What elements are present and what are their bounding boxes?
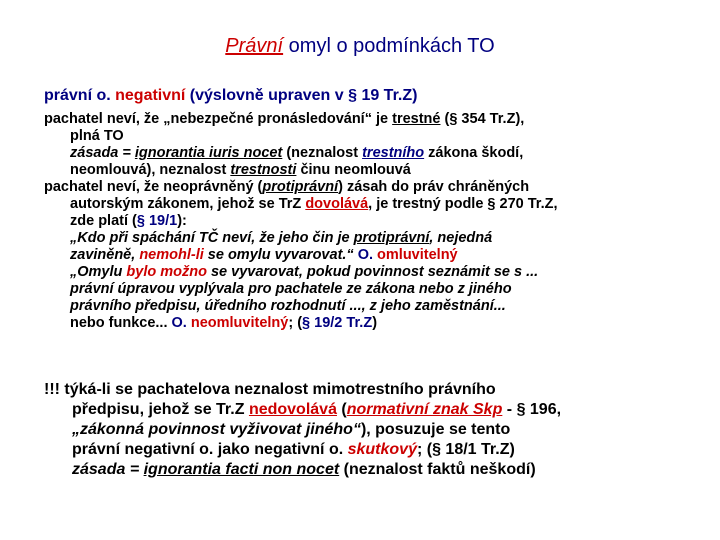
para2-t4: autorským zákonem, jehož se TrZ bbox=[70, 196, 306, 212]
quote2-t11: ) bbox=[372, 315, 378, 331]
zasada1-t5: zákona škodí, bbox=[424, 145, 524, 161]
quote1-protipravni: protiprávní bbox=[353, 230, 430, 246]
zasada-1 bbox=[44, 145, 694, 179]
bottom-t14: (neznalost faktů neškodí) bbox=[339, 461, 536, 478]
quote2-t4: právní úpravou vyplývala pro pachatele ze zákona nebo z jiného bbox=[70, 281, 512, 297]
quote1-t4: zaviněně, bbox=[70, 247, 140, 263]
section-heading bbox=[44, 86, 694, 106]
para2-t3: ) zásah do práv chráněných bbox=[338, 179, 530, 195]
quote2-t9: ; ( bbox=[288, 315, 303, 331]
title-pravni: Právní bbox=[225, 35, 284, 57]
zasada1-trestniho: trestního bbox=[362, 145, 425, 161]
para2-dovolava: dovolává bbox=[305, 196, 369, 212]
bottom-nedovolava: nedovolává bbox=[248, 401, 337, 418]
zasada1-latin: ignorantia iuris nocet bbox=[134, 145, 283, 161]
para2-t7: zde platí ( bbox=[70, 213, 137, 229]
quote2-o: O. bbox=[171, 315, 191, 331]
para1-line2: plná TO bbox=[70, 128, 124, 144]
heading-text-3: (výslovně upraven v § 19 Tr.Z) bbox=[185, 87, 418, 104]
bottom-t2: předpisu, jehož se Tr.Z bbox=[72, 401, 249, 418]
quote2-t5: právního předpisu, úředního rozhodnutí ..., z jeho zaměstnání... bbox=[70, 298, 506, 314]
quote-2 bbox=[44, 264, 694, 332]
quote2-t3: se vyvarovat, pokud povinnost seznámit se s ... bbox=[206, 264, 539, 280]
bottom-t11: ; (§ 18/1 Tr.Z) bbox=[416, 441, 515, 458]
quote1-nemohl: nemohl-li bbox=[139, 247, 204, 263]
quote1-t6: se omylu vyvarovat.“ bbox=[203, 247, 358, 263]
heading-negativni: negativní bbox=[115, 87, 186, 104]
zasada1-label: zásada = bbox=[70, 145, 135, 161]
bottom-cont bbox=[44, 400, 694, 480]
slide-title bbox=[0, 34, 720, 58]
bottom-t7: „zákonná povinnost vyživovat jiného“ bbox=[72, 421, 361, 438]
bottom-t6: - § 196, bbox=[502, 401, 562, 418]
quote-1 bbox=[44, 230, 694, 264]
bottom-t9: právní negativní o. jako negativní o. bbox=[72, 441, 348, 458]
zasada1-t8: činu neomlouvá bbox=[296, 162, 411, 178]
zasada1-t3: (neznalost bbox=[282, 145, 363, 161]
bottom-t4: ( bbox=[336, 401, 347, 418]
bottom-latin: ignorantia facti non nocet bbox=[143, 461, 340, 478]
quote1-o: O. bbox=[357, 247, 378, 263]
quote2-t6: nebo funkce... bbox=[70, 315, 172, 331]
zasada1-t6: neomlouvá), neznalost bbox=[70, 162, 231, 178]
para1-trestne: trestné bbox=[392, 111, 441, 127]
bottom-skutkovy: skutkový bbox=[347, 441, 417, 458]
main-content bbox=[44, 111, 694, 332]
para2-cont bbox=[44, 196, 694, 230]
paragraph-1 bbox=[44, 111, 694, 145]
zasada1-trestnosti: trestnosti bbox=[230, 162, 297, 178]
quote1-omluvitelny: omluvitelný bbox=[377, 247, 458, 263]
quote2-t1: „Omylu bbox=[70, 264, 127, 280]
para1-text: pachatel neví, že „nebezpečné pronásledování“ je bbox=[44, 111, 393, 127]
paragraph-2 bbox=[44, 179, 694, 230]
heading-text-1: právní o. bbox=[44, 87, 116, 104]
title-rest: omyl o podmínkách TO bbox=[283, 35, 495, 57]
para1-text-b: (§ 354 Tr.Z), bbox=[440, 111, 525, 127]
bottom-block bbox=[44, 380, 694, 480]
para2-t1: pachatel neví, že neoprávněný ( bbox=[44, 179, 263, 195]
bottom-normativni: normativní znak Skp bbox=[346, 401, 503, 418]
bottom-t1: !!! týká-li se pachatelova neznalost mimotrestního právního bbox=[44, 381, 496, 398]
bottom-zasada-label: zásada = bbox=[72, 461, 144, 478]
para2-t9: ): bbox=[177, 213, 187, 229]
quote2-neomluvitelny: neomluvitelný bbox=[190, 315, 289, 331]
quote1-t3: , nejedná bbox=[429, 230, 493, 246]
para2-paragraph-ref: § 19/1 bbox=[136, 213, 178, 229]
para2-t6: , je trestný podle § 270 Tr.Z, bbox=[368, 196, 558, 212]
para2-protipravni: protiprávní bbox=[262, 179, 339, 195]
bottom-t8: ), posuzuje se tento bbox=[360, 421, 511, 438]
quote1-t1: „Kdo při spáchání TČ neví, že jeho čin je bbox=[70, 230, 354, 246]
quote2-ref: § 19/2 Tr.Z bbox=[302, 315, 373, 331]
quote2-bylo-mozno: bylo možno bbox=[126, 264, 207, 280]
